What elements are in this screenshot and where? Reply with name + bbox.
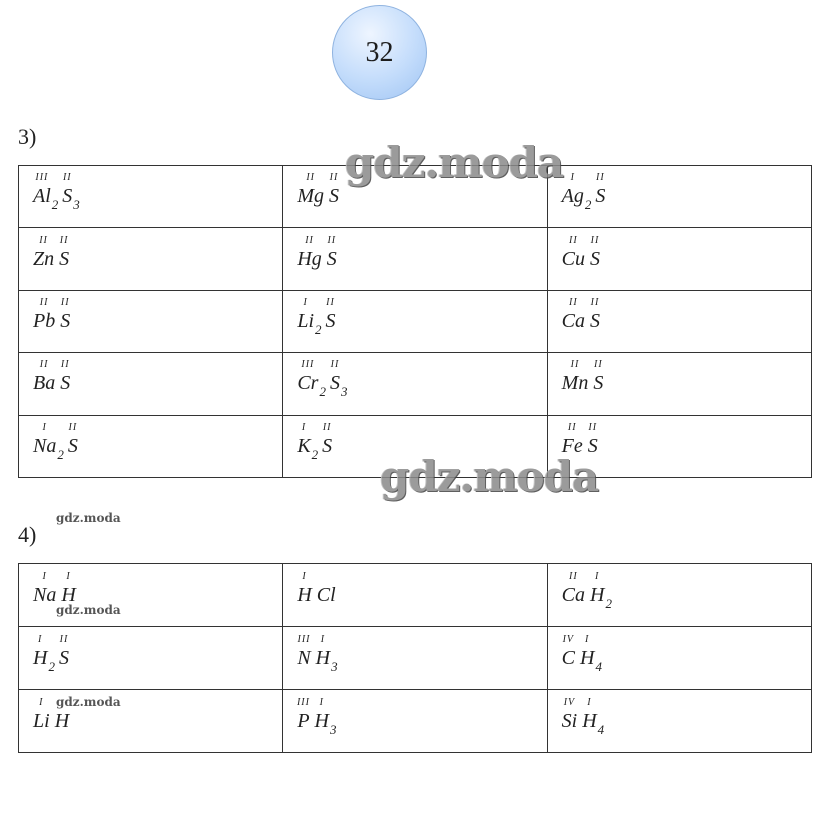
formula-element — [326, 234, 338, 271]
watermark-small-3: gdz.moda — [56, 695, 121, 709]
formula-element — [33, 696, 51, 733]
valence-label: II — [326, 296, 335, 308]
table-row — [19, 290, 812, 352]
valence-label: II — [60, 296, 70, 308]
subscript-index: 2 — [584, 197, 592, 213]
valence-label: II — [588, 421, 598, 433]
element-symbol: Fe II — [561, 421, 583, 457]
valence-label: II — [568, 234, 578, 246]
valence-label: II — [590, 234, 600, 246]
element-symbol: H I — [580, 633, 595, 669]
formula-cell — [19, 353, 283, 415]
valence-label: I — [301, 421, 307, 433]
formula-element — [561, 696, 579, 733]
valence-label: II — [39, 234, 48, 246]
formula-cell — [283, 690, 547, 753]
table-row — [19, 564, 812, 627]
formula-element — [561, 296, 586, 333]
valence-label: I — [42, 570, 47, 582]
formula-cell — [19, 228, 283, 290]
element-symbol: H I — [297, 570, 312, 606]
valence-label: II — [570, 359, 580, 371]
formula-element — [590, 570, 612, 611]
element-symbol: S II — [595, 172, 606, 208]
subscript-index: 3 — [340, 384, 348, 400]
formula-cell — [283, 564, 547, 627]
section-4-label: 4) — [18, 522, 37, 547]
formula-element — [62, 172, 80, 213]
chemical-formula — [297, 359, 351, 400]
formula-element — [580, 633, 602, 674]
element-symbol: Na I — [33, 570, 57, 606]
formula-element — [590, 296, 601, 333]
valence-label: II — [39, 296, 49, 308]
formula-element — [297, 359, 326, 400]
formula-cell — [547, 166, 811, 228]
chemical-formula — [297, 234, 341, 271]
valence-label: II — [327, 234, 337, 246]
valence-label: I — [595, 570, 600, 582]
subscript-index: 2 — [51, 197, 59, 213]
valence-label: II — [329, 172, 339, 184]
formula-element — [593, 359, 604, 395]
valence-label: I — [585, 633, 590, 645]
valence-label: II — [322, 421, 332, 433]
formula-element — [33, 359, 56, 395]
watermark-top: gdz.moda — [345, 138, 564, 187]
chemical-formula — [561, 633, 606, 674]
valence-label: II — [567, 421, 577, 433]
element-symbol: H I — [582, 696, 597, 732]
subscript-index: 3 — [73, 197, 80, 213]
watermark-small-1: gdz.moda — [56, 511, 121, 525]
valence-label: II — [62, 172, 72, 184]
subscript-index: 2 — [57, 446, 64, 462]
valence-label: I — [570, 172, 575, 184]
valence-label: II — [590, 296, 600, 308]
subscript-index: 3 — [330, 721, 337, 737]
element-symbol: Si IV — [561, 696, 578, 732]
valence-label: I — [320, 633, 326, 645]
element-symbol: S II — [60, 296, 71, 332]
element-symbol: H I — [61, 570, 76, 606]
chemical-formula — [297, 421, 337, 462]
valence-label: I — [587, 696, 592, 708]
formula-element — [561, 359, 590, 395]
formula-element — [33, 296, 56, 333]
chemical-formula — [296, 696, 340, 737]
formula-cell — [283, 228, 547, 290]
valence-label: II — [68, 421, 78, 433]
chemical-formula — [33, 296, 75, 333]
chemical-formula — [297, 296, 340, 337]
valence-label: II — [59, 234, 69, 246]
formula-element — [33, 421, 64, 462]
valence-label: IV — [563, 696, 576, 708]
formula-element — [561, 633, 576, 670]
subscript-index: 2 — [319, 384, 326, 400]
element-symbol: H — [54, 709, 70, 732]
formula-element — [297, 172, 325, 208]
chemical-formula — [297, 570, 340, 607]
valence-label: I — [38, 633, 43, 645]
formula-element — [297, 421, 319, 462]
chemical-formula — [33, 359, 75, 395]
formula-element — [561, 234, 586, 271]
formula-element — [60, 359, 71, 395]
element-symbol: S II — [325, 296, 336, 332]
formula-element — [329, 359, 348, 400]
formula-cell — [19, 166, 283, 228]
formula-element — [590, 234, 601, 271]
chemical-formula — [561, 172, 611, 213]
element-symbol: S II — [62, 172, 73, 208]
valence-label: II — [39, 359, 49, 371]
formula-element — [325, 296, 337, 333]
element-symbol: Li I — [33, 696, 50, 732]
formula-element — [561, 172, 592, 213]
formula-element — [297, 570, 312, 607]
formula-element — [58, 633, 70, 670]
formula-cell — [547, 627, 811, 690]
element-symbol: Zn II — [33, 234, 55, 270]
element-symbol: Cu II — [561, 234, 585, 270]
formula-element — [582, 696, 605, 737]
element-symbol: H I — [590, 570, 605, 606]
element-symbol: Mg II — [297, 172, 324, 208]
chemical-formula — [561, 359, 609, 395]
formula-cell — [19, 415, 283, 477]
subscript-index: 4 — [595, 658, 602, 674]
element-symbol: Li I — [297, 296, 315, 332]
element-symbol: Pb II — [33, 296, 56, 332]
valence-label: I — [42, 421, 47, 433]
formula-cell — [547, 690, 811, 753]
formula-element — [60, 296, 71, 333]
watermark-middle: gdz.moda — [380, 452, 599, 501]
chemical-formula — [33, 172, 84, 213]
page-number: 32 — [365, 36, 394, 68]
valence-label: II — [568, 570, 578, 582]
formula-element — [595, 172, 606, 208]
formula-element — [317, 584, 337, 607]
valence-label: II — [59, 633, 69, 645]
element-symbol: S II — [329, 172, 339, 208]
valence-label: II — [593, 359, 603, 371]
chemical-formula — [561, 296, 605, 333]
valence-label: III — [296, 696, 310, 708]
formula-element — [55, 710, 70, 733]
element-symbol: S II — [59, 234, 70, 270]
table-row — [19, 627, 812, 690]
table-row — [19, 690, 812, 753]
element-symbol: S II — [67, 421, 78, 457]
element-symbol: S II — [593, 359, 604, 395]
valence-label: II — [60, 359, 70, 371]
element-symbol: H I — [315, 633, 331, 669]
section-4-table — [18, 563, 812, 753]
valence-label: II — [306, 172, 315, 184]
element-symbol: S II — [326, 234, 337, 270]
chemical-formula — [33, 633, 74, 674]
element-symbol: H I — [314, 696, 329, 732]
chemical-formula — [561, 696, 609, 737]
formula-element — [33, 570, 57, 607]
chemical-formula — [297, 172, 344, 208]
valence-label: II — [330, 359, 340, 371]
element-symbol: Ag I — [561, 172, 584, 208]
formula-cell — [547, 564, 811, 627]
formula-cell — [19, 627, 283, 690]
element-symbol: S II — [590, 234, 600, 270]
formula-element — [329, 172, 340, 208]
element-symbol: Ca II — [561, 296, 585, 332]
valence-label: I — [303, 296, 308, 308]
subscript-index: 2 — [48, 658, 55, 674]
formula-element — [59, 234, 70, 271]
valence-label: I — [66, 570, 71, 582]
formula-cell — [283, 353, 547, 415]
element-symbol: N III — [297, 633, 311, 669]
valence-label: I — [319, 696, 324, 708]
valence-label: III — [35, 172, 49, 184]
chemical-formula — [33, 234, 74, 271]
element-symbol: Cl — [316, 583, 336, 606]
element-symbol: S II — [590, 296, 600, 332]
valence-label: I — [302, 570, 307, 582]
element-symbol: S II — [587, 421, 598, 457]
valence-label: II — [305, 234, 314, 246]
formula-element — [33, 234, 55, 271]
chemical-formula — [33, 421, 83, 462]
formula-cell — [547, 353, 811, 415]
valence-label: II — [596, 172, 605, 184]
subscript-index: 2 — [605, 595, 612, 611]
formula-cell — [283, 290, 547, 352]
element-symbol: Ba II — [33, 359, 56, 395]
chemical-formula — [561, 234, 605, 271]
subscript-index: 4 — [597, 721, 605, 737]
formula-element — [33, 633, 55, 674]
formula-element — [67, 421, 79, 458]
element-symbol: K I — [297, 421, 311, 457]
element-symbol: Al III — [33, 172, 51, 208]
valence-label: I — [39, 696, 44, 708]
formula-cell — [547, 290, 811, 352]
formula-element — [322, 421, 333, 458]
formula-element — [561, 570, 586, 607]
formula-element — [315, 633, 338, 674]
chemical-formula — [297, 633, 341, 674]
element-symbol: Cr III — [297, 359, 319, 395]
formula-element — [296, 696, 310, 733]
element-symbol: Ca II — [561, 570, 585, 606]
formula-cell — [283, 627, 547, 690]
subscript-index: 2 — [311, 446, 319, 462]
formula-element — [297, 633, 311, 670]
element-symbol: P III — [296, 696, 310, 732]
subscript-index: 3 — [331, 658, 338, 674]
page-number-badge — [332, 5, 427, 100]
element-symbol: S II — [58, 633, 69, 669]
chemical-formula — [561, 570, 616, 611]
formula-element — [297, 234, 322, 271]
formula-element — [33, 172, 59, 213]
element-symbol: Mn II — [561, 359, 589, 395]
valence-label: IV — [562, 633, 575, 645]
element-symbol: C IV — [561, 633, 575, 669]
valence-label: III — [297, 633, 311, 645]
watermark-small-2: gdz.moda — [56, 603, 121, 617]
subscript-index: 2 — [315, 321, 322, 337]
element-symbol: Hg II — [297, 234, 322, 270]
table-row — [19, 353, 812, 415]
formula-element — [314, 696, 337, 737]
section-3-table — [18, 165, 812, 478]
element-symbol: S II — [60, 359, 71, 395]
chemical-formula — [33, 696, 74, 733]
section-3-label: 3) — [18, 124, 37, 149]
formula-cell — [547, 228, 811, 290]
valence-label: II — [568, 296, 578, 308]
formula-element — [297, 296, 322, 337]
valence-label: III — [301, 359, 315, 371]
element-symbol: S II — [329, 359, 340, 395]
element-symbol: S II — [322, 421, 333, 457]
element-symbol: H I — [33, 633, 48, 669]
formula-cell — [19, 564, 283, 627]
formula-cell — [19, 290, 283, 352]
element-symbol: Na I — [33, 421, 57, 457]
table-row — [19, 228, 812, 290]
